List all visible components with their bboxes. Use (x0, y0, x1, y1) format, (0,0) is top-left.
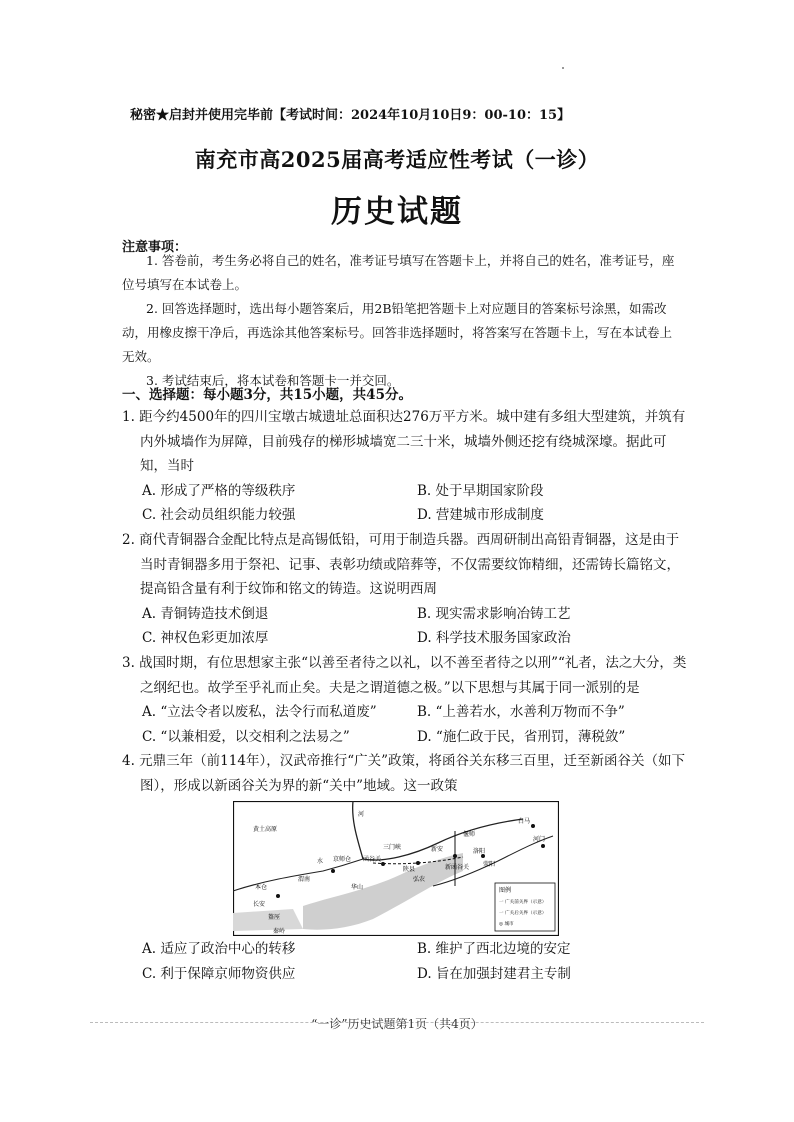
guanzhong-map (233, 801, 559, 936)
question-4-options (122, 937, 692, 986)
city-marker (416, 861, 420, 865)
map-label: 黄土高原 (253, 826, 278, 833)
question-stem: 2. 商代青铜器合金配比特点是高锡低铅，可用于制造兵器。西周研制出高铅青铜器，这是由于当时青铜器多用于祭祀、记事、表彰功绩或陪葬等，不仅需要纹饰精细，还需铸长篇铭文，提高铅含量有利于纹饰和铭文的铸造。这说明西周 (122, 532, 680, 597)
option-d[interactable]: D. 旨在加强封建君主专制 (417, 965, 571, 982)
legend-title: 图例 (499, 887, 512, 894)
option-a[interactable]: A. “立法令者以废私，法令行而私道废” (142, 704, 377, 720)
question-1 (122, 405, 692, 528)
option-list (122, 937, 692, 986)
legend-item: 一 广关后关界（示意） (499, 911, 547, 916)
question-stem: 3. 战国时期，有位思想家主张“以善至者待之以礼，以不善至者待之以刑”“礼者，法之大分，类之纲纪也。故学至乎礼而止矣。夫是之谓道德之极。”以下思想与其属于同一派别的是 (122, 655, 687, 696)
option-list (122, 479, 692, 528)
option-d[interactable]: D. 营建城市形成制度 (417, 507, 544, 523)
legend-item: ◎ 城市 (499, 922, 514, 927)
notice-item: 3. 考试结束后，将本试卷和答题卡一并交回。 (146, 373, 400, 388)
exam-title: 南充市高2025届高考适应性考试（一诊） (194, 147, 600, 172)
question-4 (122, 749, 692, 798)
city-marker (453, 854, 457, 858)
map-label: 函谷关 (363, 856, 382, 863)
map-label: 河 (358, 811, 365, 818)
city-marker (276, 894, 280, 898)
map-label: 弘农 (413, 876, 426, 883)
map-label: 新安 (431, 846, 444, 853)
map-label: 秦岭 (273, 928, 286, 935)
option-d[interactable]: D. 科学技术服务国家政治 (417, 630, 571, 646)
map-label: 长安 (253, 901, 266, 908)
map-label: 盩厔 (268, 914, 281, 921)
city-marker (331, 869, 335, 873)
map-label: 河门 (533, 836, 546, 843)
question-stem: 1. 距今约4500年的四川宝墩古城遗址总面积达276万平方米。城中建有多组大型建筑，并筑有内外城墙作为屏障，目前残存的梯形城墙宽二三十米，城墙外侧还挖有绕城深壕。据此可知，当时 (122, 409, 686, 474)
option-c[interactable]: C. 利于保障京师物资供应 (142, 965, 296, 982)
map-label: 陕县 (403, 866, 416, 873)
option-b[interactable]: B. 维护了西北边境的安定 (417, 941, 571, 957)
section-title: 一、选择题：每小题3分，共15小题，共45分。 (122, 387, 412, 403)
map-label: 三门峡 (383, 844, 402, 851)
secret-notice: 秘密★启封并使用完毕前【考试时间：2024年10月10日9：00-10：15】 (130, 108, 571, 123)
notice-list (122, 249, 682, 393)
map-label: 新函谷关 (445, 864, 470, 871)
notice-item: 1. 答卷前，考生务必将自己的姓名，准考证号填写在答题卡上，并将自己的姓名，准考证号，座位号填写在本试卷上。 (122, 253, 675, 292)
option-c[interactable]: C. “以兼相爱，以交相利之法易之” (142, 728, 350, 745)
city-marker (531, 824, 535, 828)
map-label: 水 (317, 858, 324, 865)
map-label: 洛阳 (473, 848, 486, 855)
map-label: 渭南 (298, 876, 311, 883)
map-label: 荥阳 (483, 861, 496, 868)
option-a[interactable]: A. 形成了严格的等级秩序 (142, 482, 296, 499)
map-label: 白马 (518, 818, 531, 825)
option-c[interactable]: C. 神权色彩更加浓厚 (142, 630, 269, 646)
notice-item: 2. 回答选择题时，选出每小题答案后，用2B铅笔把答题卡上对应题目的答案标号涂黑，如需改动，用橡皮擦干净后，再选涂其他答案标号。回答非选择题时，将答案写在答题卡上，写在本试卷上无效。 (122, 301, 673, 364)
option-d[interactable]: D. “施仁政于民，省刑罚，薄税敛” (417, 728, 626, 745)
option-a[interactable]: A. 适应了政治中心的转移 (142, 941, 296, 957)
option-list (122, 602, 692, 651)
option-b[interactable]: B. “上善若水，水善利万物而不争” (417, 704, 625, 720)
map-label: 华山 (351, 884, 364, 891)
map-label: 偃师 (463, 831, 476, 838)
city-marker (541, 844, 545, 848)
scan-speck (562, 67, 564, 69)
map-label: 京师仓 (333, 856, 352, 863)
legend-item: 一 广关前关界（示意） (499, 900, 547, 905)
page-footer: “一诊”历史试题第1页（共4页） (311, 1017, 483, 1031)
question-3 (122, 651, 692, 749)
city-marker (381, 862, 385, 866)
notice-heading: 注意事项： (122, 240, 188, 255)
option-b[interactable]: B. 现实需求影响冶铸工艺 (417, 605, 571, 622)
option-list (122, 700, 692, 749)
subject-title: 历史试题 (331, 194, 463, 230)
option-b[interactable]: B. 处于早期国家阶段 (417, 482, 544, 499)
option-c[interactable]: C. 社会动员组织能力较强 (142, 507, 296, 523)
question-stem: 4. 元鼎三年（前114年），汉武帝推行“广关”政策，将函谷关东移三百里，迁至新函谷关（如下图），形成以新函谷关为界的新“关中”地域。这一政策 (122, 753, 685, 794)
option-a[interactable]: A. 青铜铸造技术倒退 (142, 605, 269, 622)
question-2 (122, 528, 692, 651)
map-label: 本仓 (255, 884, 268, 891)
